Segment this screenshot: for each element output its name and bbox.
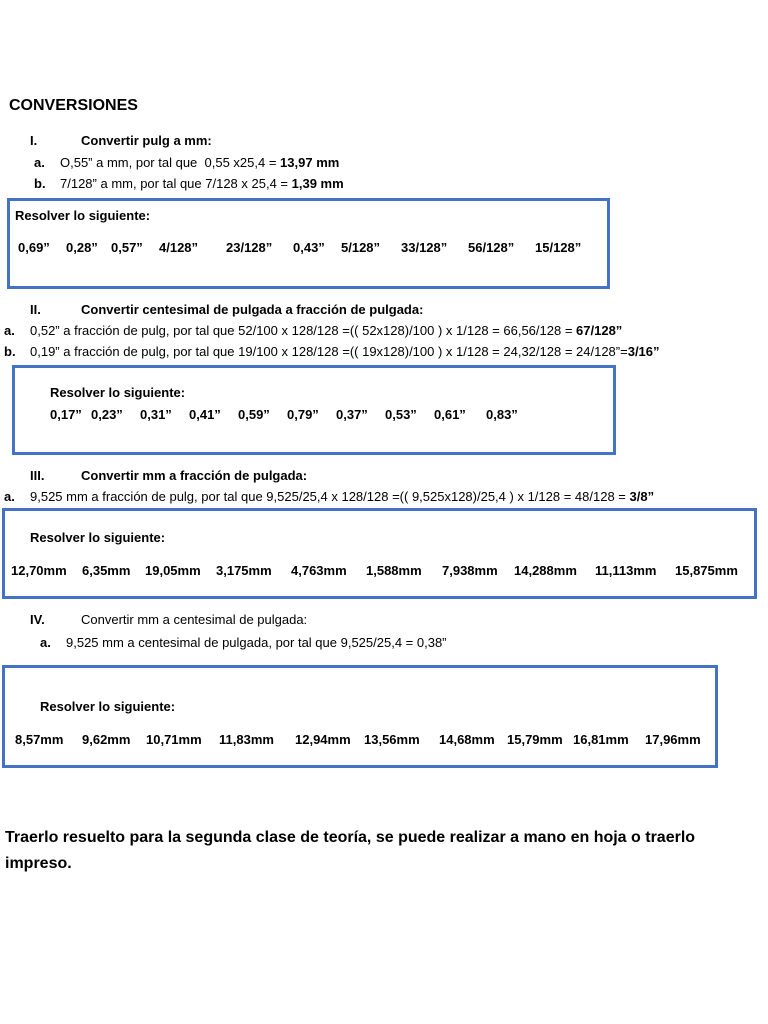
section-2-number: II.	[30, 302, 41, 317]
exercise-value: 0,41”	[189, 407, 221, 422]
s4-item-a-letter: a.	[40, 635, 51, 650]
exercise-value: 12,70mm	[11, 563, 67, 578]
footer-note: Traerlo resuelto para la segunda clase de teoría, se puede realizar a mano en hoja o traerlo impreso.	[5, 829, 696, 872]
exercise-value: 15/128”	[535, 240, 582, 255]
exercise-value: 0,79”	[287, 407, 319, 422]
exercise-value: 6,35mm	[82, 563, 131, 578]
exercise-value: 0,17”	[50, 407, 82, 422]
exercise-row-2	[50, 407, 518, 422]
s1-item-b-text: 7/128” a mm, por tal que 7/128 x 25,4 =	[60, 176, 292, 191]
exercise-value: 0,43”	[293, 240, 325, 255]
exercise-value: 10,71mm	[146, 732, 202, 747]
exercise-value: 8,57mm	[15, 732, 64, 747]
s1-item-a-letter: a.	[34, 155, 45, 170]
s2-item-a	[30, 323, 622, 338]
exercise-value: 33/128”	[401, 240, 448, 255]
exercise-value: 3,175mm	[216, 563, 272, 578]
exercise-box-4-label: Resolver lo siguiente:	[40, 699, 176, 714]
s2-item-b	[30, 344, 660, 359]
s1-item-a-result: 13,97 mm	[280, 155, 340, 170]
exercise-value: 0,28”	[66, 240, 98, 255]
exercise-value: 15,875mm	[675, 563, 738, 578]
section-2-heading: Convertir centesimal de pulgada a fracción de pulgada:	[81, 302, 424, 317]
exercise-value: 0,31”	[140, 407, 172, 422]
s3-item-a-letter: a.	[4, 489, 15, 504]
s1-item-b-result: 1,39 mm	[291, 176, 344, 191]
exercise-box-3	[2, 508, 757, 599]
exercise-value: 17,96mm	[645, 732, 701, 747]
s3-item-a-result: 3/8”	[629, 489, 655, 504]
s3-item-a-text: 9,525 mm a fracción de pulg, por tal que 9,525/25,4 x 128/128 =(( 9,525x128)/25,4 ) x 1/128 = 48/128 =	[30, 489, 630, 504]
exercise-value: 0,83”	[486, 407, 518, 422]
s1-item-b	[60, 176, 344, 191]
s3-item-a	[30, 489, 654, 504]
exercise-row-1	[18, 240, 581, 255]
page-title: CONVERSIONES	[9, 97, 138, 114]
s2-item-b-result: 3/16”	[627, 344, 660, 359]
exercise-value: 0,57”	[111, 240, 143, 255]
section-3-number: III.	[30, 468, 45, 483]
exercise-row-4	[15, 732, 701, 747]
exercise-row-3	[11, 563, 738, 578]
s2-item-b-text: 0,19” a fracción de pulg, por tal que 19/100 x 128/128 =(( 19x128)/100 ) x 1/128 = 24,32/128 = 24/128”=	[30, 344, 628, 359]
exercise-value: 7,938mm	[442, 563, 498, 578]
section-4-number: IV.	[30, 612, 45, 627]
exercise-value: 15,79mm	[507, 732, 563, 747]
exercise-box-2-label: Resolver lo siguiente:	[50, 385, 186, 400]
exercise-value: 0,23”	[91, 407, 123, 422]
exercise-value: 14,68mm	[439, 732, 495, 747]
s2-item-a-text: 0,52” a fracción de pulg, por tal que 52/100 x 128/128 =(( 52x128)/100 ) x 1/128 = 66,56/128 =	[30, 323, 577, 338]
exercise-value: 0,69”	[18, 240, 50, 255]
s1-item-a	[60, 155, 339, 170]
exercise-value: 1,588mm	[366, 563, 422, 578]
exercise-value: 0,61”	[434, 407, 466, 422]
exercise-value: 0,59”	[238, 407, 270, 422]
exercise-box-3-label: Resolver lo siguiente:	[30, 530, 166, 545]
section-1-heading: Convertir pulg a mm:	[81, 133, 212, 148]
exercise-value: 4,763mm	[291, 563, 347, 578]
exercise-value: 11,83mm	[219, 732, 274, 747]
s2-item-a-letter: a.	[4, 323, 15, 338]
s1-item-b-letter: b.	[34, 176, 46, 191]
exercise-value: 19,05mm	[145, 563, 201, 578]
exercise-box-4	[2, 665, 718, 768]
s4-item-a-text: 9,525 mm a centesimal de pulgada, por tal que 9,525/25,4 = 0,38”	[66, 635, 447, 650]
exercise-value: 16,81mm	[573, 732, 629, 747]
exercise-value: 5/128”	[341, 240, 381, 255]
exercise-value: 9,62mm	[82, 732, 131, 747]
s2-item-a-result: 67/128”	[576, 323, 623, 338]
exercise-box-1-label: Resolver lo siguiente:	[15, 208, 151, 223]
exercise-value: 0,37”	[336, 407, 368, 422]
exercise-value: 4/128”	[159, 240, 199, 255]
s1-item-a-text: O,55” a mm, por tal que 0,55 x25,4 =	[60, 155, 281, 170]
exercise-value: 12,94mm	[295, 732, 351, 747]
exercise-value: 13,56mm	[364, 732, 420, 747]
exercise-value: 56/128”	[468, 240, 515, 255]
s2-item-b-letter: b.	[4, 344, 16, 359]
exercise-value: 11,113mm	[595, 563, 657, 578]
section-3-heading: Convertir mm a fracción de pulgada:	[81, 468, 308, 483]
section-4-heading: Convertir mm a centesimal de pulgada:	[81, 612, 308, 627]
exercise-value: 0,53”	[385, 407, 417, 422]
exercise-value: 23/128”	[226, 240, 273, 255]
exercise-value: 14,288mm	[514, 563, 577, 578]
section-1-number: I.	[30, 133, 38, 148]
